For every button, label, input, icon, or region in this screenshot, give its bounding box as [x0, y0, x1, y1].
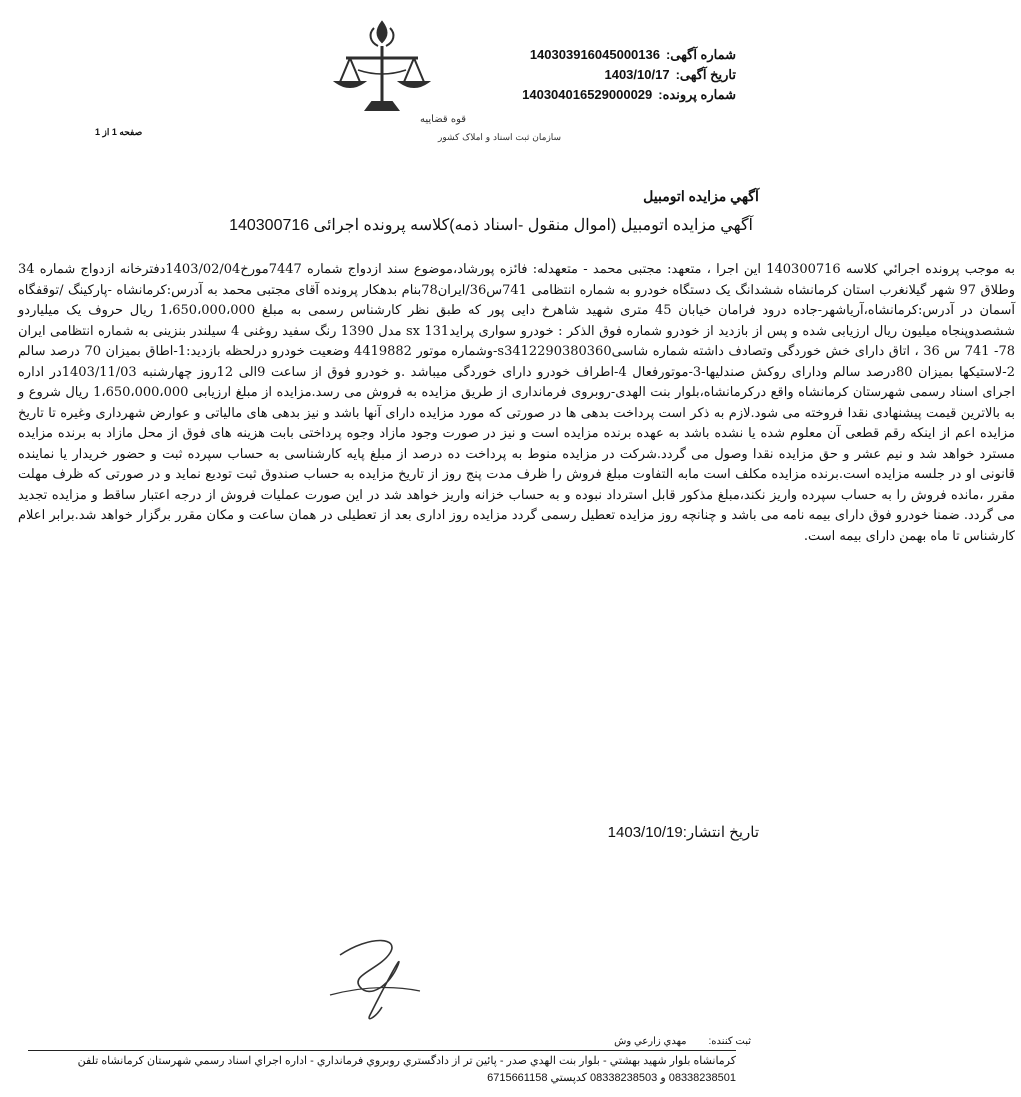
footer-address: [26, 1053, 736, 1087]
ad-meta: [516, 45, 736, 105]
signer-label: ثبت كننده:: [708, 1036, 751, 1047]
ad-date-label: تاریخ آگهی:: [675, 67, 736, 82]
footer-line1: كرمانشاه بلوار شهيد بهشتي - بلوار بنت الهدي صدر - پائين تر از دادگستري روبروي فرمانداري - اداره اجراي اسناد رسمي شهرستان كرمانشاه تلفن: [77, 1055, 736, 1067]
page-title: آگهي مزايده اتومبيل: [643, 188, 759, 204]
case-number: 140304016529000029: [522, 87, 653, 102]
auction-body-text: به موجب پرونده اجرائي كلاسه 140300716 اين اجرا ، متعهد: مجتبی محمد - متعهدله: فائزه پورشاد،موضوع سند ازدواج شماره 7447مورخ1403/02/04دفترخانه ازدواج شماره 34 وطلاق 97 شهر گیلانغرب استان کرمانشاه ششدانگ یک دستگاه خودرو به شماره انتظامی 741س36/ایران78بنام بدهکار پرونده آقای مجتبی محمد به آدرس:کرمانشاه -پارکینگ /توقفگاه آسمان در آدرس:کرمانشاه،آریاشهر-جاده درود فرامان خیابان 45 متری شهید شاهرخ دایی پور که طبق نظر کارشناس رسمی به مبلغ 1،650،000،000 ریال حروف یک میلیاردو ششصدوپنجاه میلیون ریال ارزیابی شده و پس از بازدید از خودرو شماره فوق الذکر : خودرو سواری پراید131 sx مدل 1390 رنگ سفید روغنی 4 سیلندر بنزینی به شماره انتظامی ایران 78- 741 س 36 ، اتاق دارای خش خوردگی وتصادف داشته شماره شاسیs3412290380360-وشماره موتور 4419882 وضعیت خودرو درلحظه بازدید:1-اطاق بمیزان 70 درصد سالم 2-لاستیکها بمیزان 80درصد سالم ودارای روکش صندلیها-3-موتورفعال 4-اطراف خودرو دارای خوردگی میباشد .و خودرو فوق از ساعت 9الی 12روز چهارشنبه 1403/11/03در اداره اجرای اسناد رسمی شهرستان کرمانشاه واقع درکرمانشاه،بلوار بنت الهدی-روبروی فرمانداری از طریق مزایده به فروش می رسد.مزایده از مبلغ ارزیابی 1،650،000،000 ریال شروع و به بالاترین قیمت پیشنهادی نقدا فروخته می شود.لازم به ذکر است پرداخت بدهی ها در صورتی که مورد مزایده دارای آنها باشد و نیز بدهی های مالیاتی و عوارض شهرداری وغیره تا تاریخ مزایده اعم از اینکه رقم قطعی آن معلوم شده یا نشده باشد به عهده برنده مزایده است و نیز در صورت وجود مازاد وجوه پرداختی بابت هزینه های فوق از محل مازاد به برنده مزایده مسترد خواهد شد و نیم عشر و حق مزایده نقدا وصول می گردد.شرکت در مزایده منوط به پرداخت ده درصد از مبلغ پایه کارشناسی به حساب سپرده ثبت و حضور خریدار یا نماینده قانونی او در جلسه مزایده است.برنده مزایده مکلف است مابه التفاوت مبلغ فروش را ظرف مدت پنج روز از تاریخ مزایده به حساب صندوق ثبت تودیع نماید و در صورتی که ظرف مهلت مقرر ،مانده فروش را به حساب سپرده واریز نکند،مبلغ مذکور قابل استرداد نبوده و به حساب خزانه واریز خواهد شد در این صورت عملیات فروش از درجه اعتبار ساقط و مزایده تجدید می گردد. ضمنا خودرو فوق دارای بیمه نامه می باشد و چنانچه روز مزایده تعطیل رسمی گردد مزایده روز اداری بعد از تعطیلی در همان ساعت و مکان مقرر برگزار خواهد شد.برابر اعلام کارشناس تا ماه بهمن دارای بیمه است.: [18, 262, 1016, 544]
signer-name: مهدي زارعي وش: [614, 1036, 687, 1047]
signature-icon: [320, 925, 430, 1025]
logo-line1: قوه قضاییه: [420, 114, 467, 125]
judiciary-logo-icon: [318, 18, 562, 156]
ad-date-row: [516, 65, 736, 85]
ad-number-row: [516, 45, 736, 65]
page-subtitle: آگهي مزايده اتومبيل (اموال منقول -اسناد ذمه)كلاسه پرونده اجرائی 140300716: [229, 217, 753, 234]
footer-divider: [28, 1050, 736, 1051]
footer-line2: 08338238501 و 08338238503 كدپستي 6715661158: [487, 1072, 736, 1084]
case-number-row: [516, 85, 736, 105]
logo-line2: سازمان ثبت اسناد و املاک کشور: [438, 133, 562, 143]
case-number-label: شماره پرونده:: [658, 87, 736, 102]
ad-number-label: شماره آگهی:: [665, 47, 736, 62]
publication-date: تاریخ انتشار:1403/10/19: [607, 824, 759, 841]
ad-date: 1403/10/17: [604, 67, 670, 82]
signer: [592, 1036, 751, 1047]
page-number: صفحه 1 از 1: [95, 127, 143, 137]
ad-number: 140303916045000136: [529, 47, 660, 62]
